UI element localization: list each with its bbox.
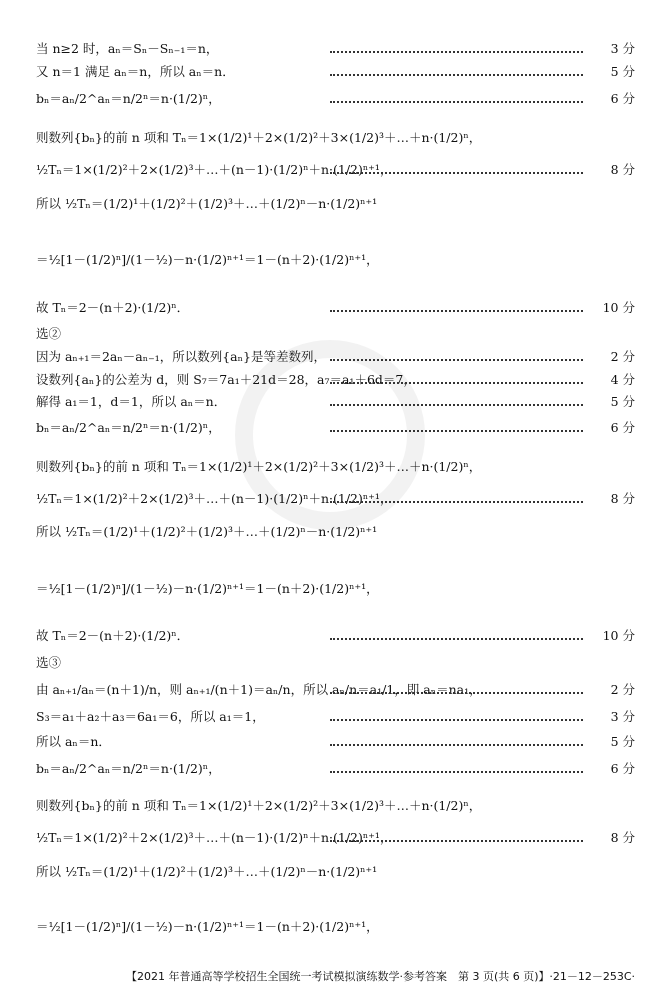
leader-dots — [330, 73, 583, 76]
line-text: 故 Tₙ＝2－(n＋2)·(1/2)ⁿ． — [36, 628, 190, 643]
leader-dots — [330, 839, 583, 842]
line-text: 所以 ½Tₙ＝(1/2)¹＋(1/2)²＋(1/2)³＋…＋(1/2)ⁿ－n·(1/2)ⁿ⁺¹ — [36, 524, 378, 539]
line-text: S₃＝a₁＋a₂＋a₃＝6a₁＝6，所以 a₁＝1， — [36, 709, 265, 724]
page-footer — [126, 968, 635, 984]
solution-line — [36, 826, 392, 848]
line-text: bₙ＝aₙ/2^aₙ＝n/2ⁿ＝n·(1/2)ⁿ， — [36, 91, 221, 106]
leader-dots — [330, 429, 583, 432]
solution-line — [36, 192, 377, 214]
leader-dots — [330, 309, 583, 312]
score-label: 8 分 — [610, 491, 635, 506]
leader-dots — [330, 403, 583, 406]
solution-line — [36, 794, 481, 816]
solution-line — [36, 345, 326, 367]
score-label: 3 分 — [610, 41, 635, 56]
score-label: 3 分 — [610, 709, 635, 724]
leader-dots — [330, 171, 583, 174]
line-text: 故 Tₙ＝2－(n＋2)·(1/2)ⁿ． — [36, 300, 190, 315]
line-text: 则数列{bₙ}的前 n 项和 Tₙ＝1×(1/2)¹＋2×(1/2)²＋3×(1/2)³＋…＋n·(1/2)ⁿ， — [36, 130, 482, 145]
leader-dots — [330, 691, 583, 694]
line-text: 当 n≥2 时，aₙ＝Sₙ－Sₙ₋₁＝n， — [36, 41, 219, 56]
line-text: 则数列{bₙ}的前 n 项和 Tₙ＝1×(1/2)¹＋2×(1/2)²＋3×(1/2)³＋…＋n·(1/2)ⁿ， — [36, 798, 482, 813]
solution-line — [36, 860, 377, 882]
solution-line — [36, 390, 226, 412]
line-text: bₙ＝aₙ/2^aₙ＝n/2ⁿ＝n·(1/2)ⁿ， — [36, 761, 221, 776]
solution-line — [36, 87, 221, 109]
leader-dots — [330, 358, 583, 361]
footer-code: ·21－12－253C· — [549, 970, 635, 983]
line-text: ＝½[1－(1/2)ⁿ]/(1－½)－n·(1/2)ⁿ⁺¹＝1－(n＋2)·(1/2)ⁿ⁺¹， — [36, 581, 379, 596]
leader-dots — [330, 50, 583, 53]
section-heading — [36, 322, 61, 344]
leader-dots — [330, 743, 583, 746]
line-text: 由 aₙ₊₁/aₙ＝(n＋1)/n，则 aₙ₊₁/(n＋1)＝aₙ/n，所以 aₙ/n＝a₁/1，即 aₙ＝na₁， — [36, 682, 482, 697]
footer-title: 【2021 年普通高等学校招生全国统一考试模拟演练数学·参考答案 第 3 页(共 6 页)】 — [126, 970, 550, 983]
line-text: ½Tₙ＝1×(1/2)²＋2×(1/2)³＋…＋(n－1)·(1/2)ⁿ＋n·(1/2)ⁿ⁺¹， — [36, 830, 393, 845]
line-text: 所以 ½Tₙ＝(1/2)¹＋(1/2)²＋(1/2)³＋…＋(1/2)ⁿ－n·(1/2)ⁿ⁺¹ — [36, 196, 378, 211]
solution-line — [36, 487, 392, 509]
solution-line — [36, 730, 111, 752]
leader-dots — [330, 500, 583, 503]
line-text: ½Tₙ＝1×(1/2)²＋2×(1/2)³＋…＋(n－1)·(1/2)ⁿ＋n·(1/2)ⁿ⁺¹， — [36, 491, 393, 506]
leader-dots — [330, 718, 583, 721]
score-label: 2 分 — [610, 349, 635, 364]
line-text: 又 n＝1 满足 aₙ＝n，所以 aₙ＝n． — [36, 64, 235, 79]
solution-line — [36, 520, 377, 542]
leader-dots — [330, 381, 583, 384]
score-label: 6 分 — [610, 420, 635, 435]
solution-line — [36, 60, 235, 82]
solution-line — [36, 248, 379, 270]
score-label: 2 分 — [610, 682, 635, 697]
solution-line — [36, 296, 189, 318]
line-text: bₙ＝aₙ/2^aₙ＝n/2ⁿ＝n·(1/2)ⁿ， — [36, 420, 221, 435]
solution-line — [36, 757, 221, 779]
solution-line — [36, 915, 379, 937]
score-label: 8 分 — [610, 830, 635, 845]
leader-dots — [330, 770, 583, 773]
solution-line — [36, 705, 265, 727]
solution-line — [36, 126, 481, 148]
solution-line — [36, 416, 221, 438]
line-text: ＝½[1－(1/2)ⁿ]/(1－½)－n·(1/2)ⁿ⁺¹＝1－(n＋2)·(1/2)ⁿ⁺¹， — [36, 919, 379, 934]
line-text: 选③ — [36, 655, 62, 670]
leader-dots — [330, 100, 583, 103]
solution-line — [36, 455, 481, 477]
line-text: 则数列{bₙ}的前 n 项和 Tₙ＝1×(1/2)¹＋2×(1/2)²＋3×(1/2)³＋…＋n·(1/2)ⁿ， — [36, 459, 482, 474]
score-label: 10 分 — [602, 628, 635, 643]
line-text: 选② — [36, 326, 62, 341]
leader-dots — [330, 637, 583, 640]
solution-line — [36, 624, 189, 646]
solution-line — [36, 158, 392, 180]
solution-line — [36, 577, 379, 599]
score-label: 5 分 — [610, 64, 635, 79]
line-text: 解得 a₁＝1，d＝1，所以 aₙ＝n． — [36, 394, 227, 409]
solution-line — [36, 368, 416, 390]
line-text: 设数列{aₙ}的公差为 d，则 S₇＝7a₁＋21d＝28，a₇＝a₁＋6d＝7， — [36, 372, 416, 387]
line-text: 所以 ½Tₙ＝(1/2)¹＋(1/2)²＋(1/2)³＋…＋(1/2)ⁿ－n·(1/2)ⁿ⁺¹ — [36, 864, 378, 879]
section-heading — [36, 651, 61, 673]
line-text: ＝½[1－(1/2)ⁿ]/(1－½)－n·(1/2)ⁿ⁺¹＝1－(n＋2)·(1/2)ⁿ⁺¹， — [36, 252, 379, 267]
solution-line — [36, 37, 218, 59]
score-label: 5 分 — [610, 734, 635, 749]
score-label: 6 分 — [610, 761, 635, 776]
solution-line — [36, 678, 482, 700]
score-label: 4 分 — [610, 372, 635, 387]
score-label: 8 分 — [610, 162, 635, 177]
line-text: ½Tₙ＝1×(1/2)²＋2×(1/2)³＋…＋(n－1)·(1/2)ⁿ＋n·(1/2)ⁿ⁺¹， — [36, 162, 393, 177]
line-text: 因为 aₙ₊₁＝2aₙ－aₙ₋₁，所以数列{aₙ}是等差数列， — [36, 349, 326, 364]
score-label: 6 分 — [610, 91, 635, 106]
line-text: 所以 aₙ＝n． — [36, 734, 111, 749]
score-label: 10 分 — [602, 300, 635, 315]
score-label: 5 分 — [610, 394, 635, 409]
